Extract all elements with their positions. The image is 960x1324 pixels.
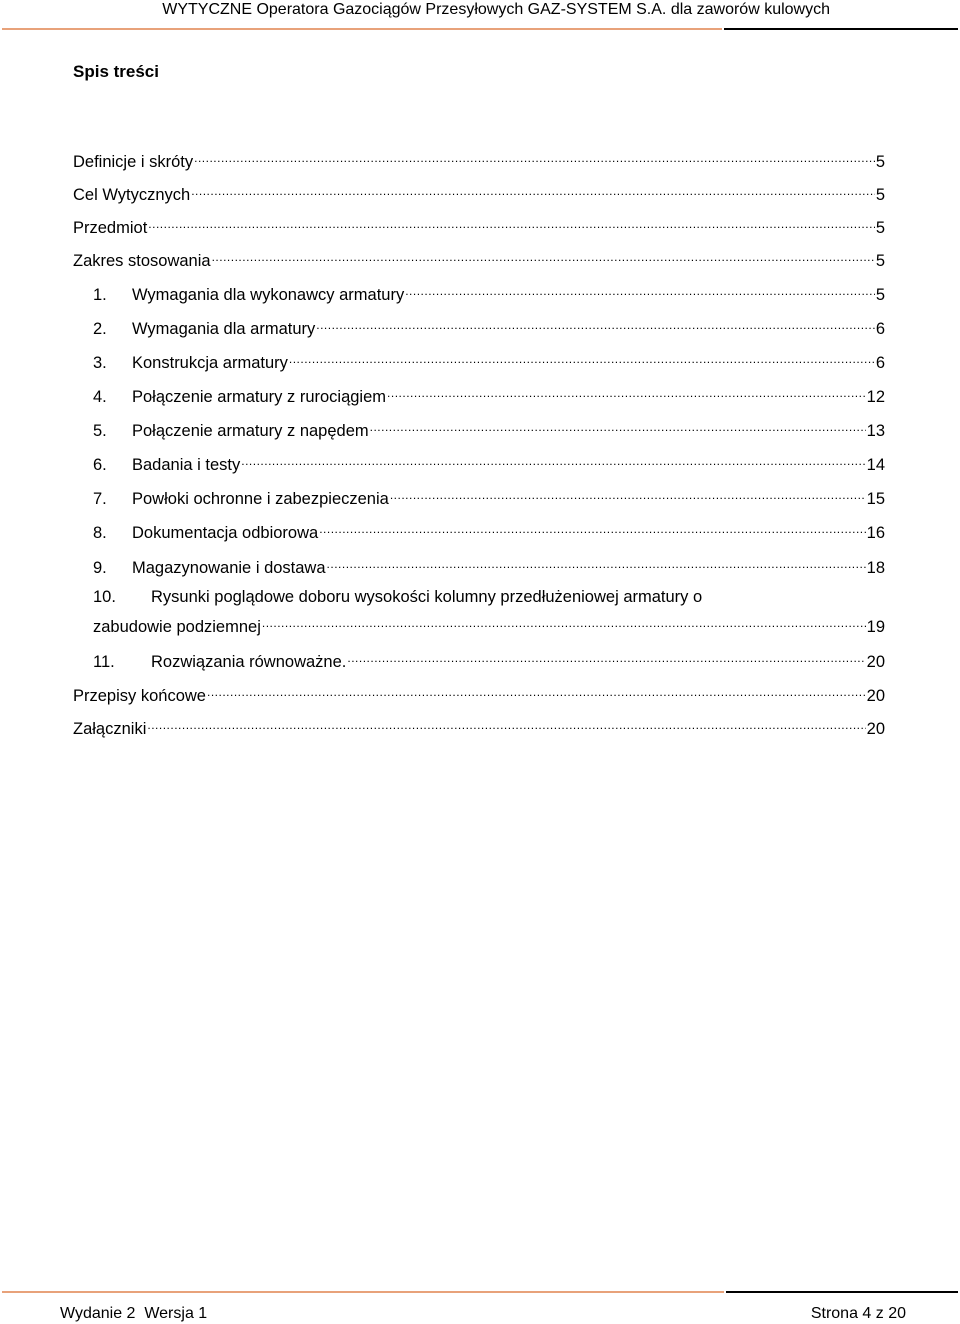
toc-entry-6[interactable] — [93, 450, 885, 475]
toc-leader-dots — [319, 518, 865, 538]
toc-leader-dots — [207, 681, 866, 701]
toc-leader-dots — [316, 314, 875, 334]
toc-page-number: 13 — [866, 422, 885, 440]
toc-leader-dots — [262, 612, 866, 632]
toc-page-number: 6 — [875, 354, 885, 372]
toc-leader-dots — [405, 280, 875, 300]
toc-page-number: 15 — [866, 490, 885, 508]
toc-page-number: 20 — [866, 653, 885, 671]
toc-entry-przedmiot[interactable] — [73, 213, 885, 238]
toc-entry-definicje[interactable] — [73, 147, 885, 172]
toc-entry-number: 9. — [93, 559, 107, 577]
header-title: WYTYCZNE Operatora Gazociągów Przesyłowych GAZ-SYSTEM S.A. dla zaworów kulowych — [162, 1, 830, 18]
toc-entry-number: 6. — [93, 456, 107, 474]
header-divider-orange — [2, 28, 722, 30]
toc-entry-text: Dokumentacja odbiorowa — [132, 524, 319, 542]
toc-leader-dots — [387, 382, 866, 402]
toc-entry-number: 5. — [93, 422, 107, 440]
toc-entry-zalaczniki[interactable] — [73, 714, 885, 739]
toc-entry-number: 3. — [93, 354, 107, 372]
toc-entry-1[interactable] — [93, 280, 885, 305]
toc-leader-dots — [327, 553, 866, 573]
toc-entry-text: Konstrukcja armatury — [132, 354, 288, 372]
toc-entry-3[interactable] — [93, 348, 885, 373]
toc-leader-dots — [212, 246, 875, 266]
toc-title: Spis treści — [73, 62, 159, 81]
toc-entry-text: Przepisy końcowe — [73, 687, 206, 705]
toc-entry-text: Połączenie armatury z napędem — [132, 422, 369, 440]
toc-entry-text: Powłoki ochronne i zabezpieczenia — [132, 490, 389, 508]
toc-leader-dots — [370, 416, 866, 436]
toc-entry-number: 10. — [93, 588, 116, 606]
toc-entry-text: Cel Wytycznych — [73, 186, 191, 204]
toc-page-number: 5 — [875, 286, 885, 304]
toc-leader-dots — [289, 348, 875, 368]
footer-edition: Wydanie 2 Wersja 1 — [60, 1305, 208, 1322]
toc-entry-text: Połączenie armatury z rurociągiem — [132, 388, 387, 406]
toc-page-number: 19 — [866, 618, 885, 636]
toc-page-number: 5 — [875, 252, 885, 270]
toc-leader-dots — [191, 180, 875, 200]
toc-page-number: 12 — [866, 388, 885, 406]
toc-entry-cel[interactable] — [73, 180, 885, 205]
toc-entry-2[interactable] — [93, 314, 885, 339]
toc-entry-text: zabudowie podziemnej — [93, 618, 261, 636]
toc-entry-text: Przedmiot — [73, 219, 148, 237]
footer-divider-black — [726, 1291, 958, 1293]
toc-page-number: 16 — [866, 524, 885, 542]
toc-entry-text: Zakres stosowania — [73, 252, 211, 270]
toc-entry-10-line1[interactable] — [93, 587, 702, 607]
toc-entry-4[interactable] — [93, 382, 885, 407]
toc-page-number: 20 — [866, 720, 885, 738]
toc-entry-number: 1. — [93, 286, 107, 304]
toc-leader-dots — [390, 484, 866, 504]
toc-entry-5[interactable] — [93, 416, 885, 441]
toc-entry-text: Rozwiązania równoważne. — [151, 653, 347, 671]
toc-entry-text: Załączniki — [73, 720, 147, 738]
toc-entry-text: Magazynowanie i dostawa — [132, 559, 326, 577]
toc-leader-dots — [148, 213, 875, 233]
toc-entry-text: Wymagania dla wykonawcy armatury — [132, 286, 405, 304]
toc-page-number: 14 — [866, 456, 885, 474]
toc-entry-8[interactable] — [93, 518, 885, 543]
footer-page-number: Strona 4 z 20 — [810, 1305, 906, 1322]
toc-entry-text: Definicje i skróty — [73, 153, 194, 171]
toc-entry-number: 8. — [93, 524, 107, 542]
toc-leader-dots — [241, 450, 865, 470]
toc-leader-dots — [194, 147, 875, 167]
toc-page-number: 20 — [866, 687, 885, 705]
toc-page-number: 6 — [875, 320, 885, 338]
toc-leader-dots — [347, 647, 865, 667]
toc-entry-number: 4. — [93, 388, 107, 406]
header-divider-black — [724, 28, 958, 30]
toc-page-number: 5 — [875, 153, 885, 171]
toc-leader-dots — [147, 714, 865, 734]
toc-entry-text: Badania i testy — [132, 456, 241, 474]
toc-page-number: 5 — [875, 186, 885, 204]
toc-entry-number: 11. — [93, 653, 115, 671]
toc-entry-11[interactable] — [93, 647, 885, 672]
toc-entry-7[interactable] — [93, 484, 885, 509]
toc-entry-9[interactable] — [93, 553, 885, 578]
toc-entry-zakres[interactable] — [73, 246, 885, 271]
toc-page-number: 5 — [875, 219, 885, 237]
toc-entry-text: Wymagania dla armatury — [132, 320, 316, 338]
toc-entry-przepisy[interactable] — [73, 681, 885, 706]
toc-entry-10-line2[interactable] — [93, 612, 885, 637]
toc-entry-number: 2. — [93, 320, 107, 338]
toc-page-number: 18 — [866, 559, 885, 577]
footer-divider-orange — [2, 1291, 724, 1293]
toc-entry-number: 7. — [93, 490, 107, 508]
page-header — [0, 0, 960, 32]
toc-entry-text: Rysunki poglądowe doboru wysokości kolumny przedłużeniowej armatury o — [151, 588, 703, 606]
